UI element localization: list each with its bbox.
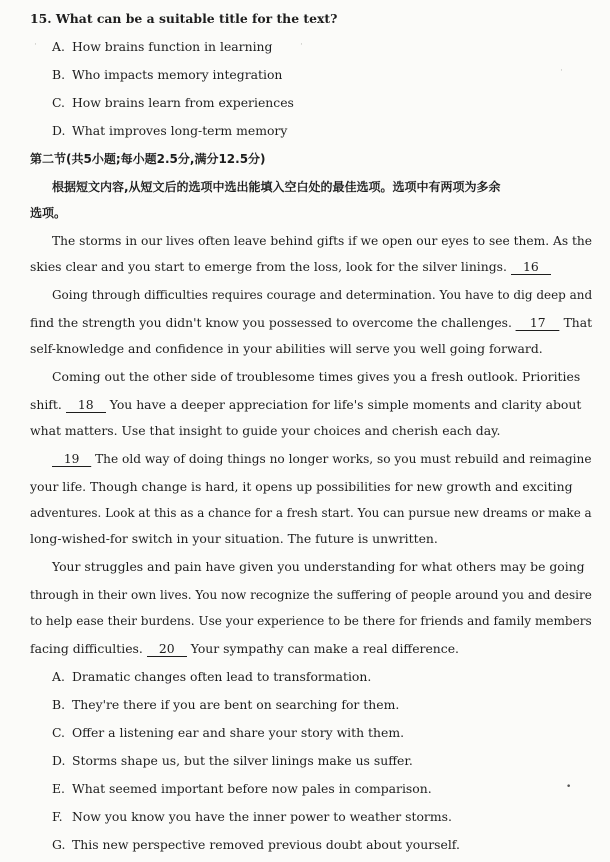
passage-line [30,640,459,658]
choice-label: C. [52,725,65,740]
scan-noise-mark: · [300,40,303,50]
passage-text: facing difficulties. [30,641,143,656]
q15-option-a [52,38,272,56]
option-text: How brains learn from experiences [72,95,294,110]
passage-line: what matters. Use that insight to guide your choices and cherish each day. [30,423,501,438]
passage-line [30,314,592,332]
choice-text: Dramatic changes often lead to transformation. [72,669,372,684]
choice-g [52,836,460,854]
passage-line: long-wished-for switch in your situation. The future is unwritten. [30,531,438,546]
choice-c [52,724,404,742]
choice-e [52,780,432,798]
passage-text: You have a deeper appreciation for life's simple moments and clarity about [109,397,582,412]
passage-line: your life. Though change is hard, it opens up possibilities for new growth and exciting [30,479,573,494]
section-heading: 第二节(共5小题;每小题2.5分,满分12.5分) [30,152,266,166]
choice-text: What seemed important before now pales in comparison. [72,781,432,796]
question-15-stem: 15. What can be a suitable title for the text? [30,11,338,26]
choice-a [52,668,371,686]
section-instruction-line2: 选项。 [30,206,67,220]
scan-noise-mark: · [560,66,563,76]
passage-text: That [563,315,593,330]
choice-text: Offer a listening ear and share your story with them. [72,725,405,740]
passage-line [52,450,592,468]
option-label: A. [52,39,65,54]
passage-text: Your sympathy can make a real difference. [190,641,459,656]
passage-line: Going through difficulties requires courage and determination. You have to dig deep and [52,287,593,302]
scan-noise-mark: • [566,782,572,792]
option-text: Who impacts memory integration [72,67,283,82]
passage-line: self-knowledge and confidence in your abilities will serve you well going forward. [30,341,543,356]
choice-label: G. [52,837,66,852]
choice-label: E. [52,781,65,796]
scan-noise-mark: · [34,40,37,50]
choice-text: Storms shape us, but the silver linings make us suffer. [72,753,413,768]
passage-text: find the strength you didn't know you possessed to overcome the challenges. [30,315,512,330]
choice-b [52,696,399,714]
q15-option-b [52,66,282,84]
passage-line: The storms in our lives often leave behind gifts if we open our eyes to see them. As the [52,233,593,248]
option-label: D. [52,123,66,138]
section-instruction-line1: 根据短文内容,从短文后的选项中选出能填入空白处的最佳选项。选项中有两项为多余 [52,180,501,194]
blank-18: 18 [66,398,106,413]
passage-line: adventures. Look at this as a chance for a fresh start. You can pursue new dreams or make a [30,505,592,520]
passage-text: The old way of doing things no longer works, so you must rebuild and reimagine [95,451,592,466]
choice-label: D. [52,753,66,768]
option-text: What improves long-term memory [72,123,288,138]
choice-text: This new perspective removed previous doubt about yourself. [72,837,460,852]
option-label: B. [52,67,66,82]
choice-d [52,752,413,770]
option-text: How brains function in learning [72,39,273,54]
choice-f [52,808,452,826]
choice-label: A. [52,669,65,684]
q15-option-d [52,122,287,140]
q15-option-c [52,94,294,112]
passage-text: skies clear and you start to emerge from the loss, look for the silver linings. [30,259,507,274]
blank-20: 20 [147,642,187,657]
passage-line: Coming out the other side of troublesome times gives you a fresh outlook. Priorities [52,369,581,384]
blank-19: 19 [52,452,91,467]
blank-17: 17 [516,316,560,331]
option-label: C. [52,95,65,110]
passage-line: to help ease their burdens. Use your experience to be there for friends and family members [30,613,592,628]
passage-line: through in their own lives. You now recognize the suffering of people around you and desire [30,587,592,602]
passage-line: Your struggles and pain have given you understanding for what others may be going [52,559,585,574]
passage-line [30,258,551,276]
passage-line [30,396,581,414]
choice-label: B. [52,697,66,712]
choice-label: F. [52,809,63,824]
choice-text: They're there if you are bent on searching for them. [72,697,400,712]
choice-text: Now you know you have the inner power to weather storms. [72,809,452,824]
passage-text: shift. [30,397,62,412]
blank-16: 16 [511,260,551,275]
